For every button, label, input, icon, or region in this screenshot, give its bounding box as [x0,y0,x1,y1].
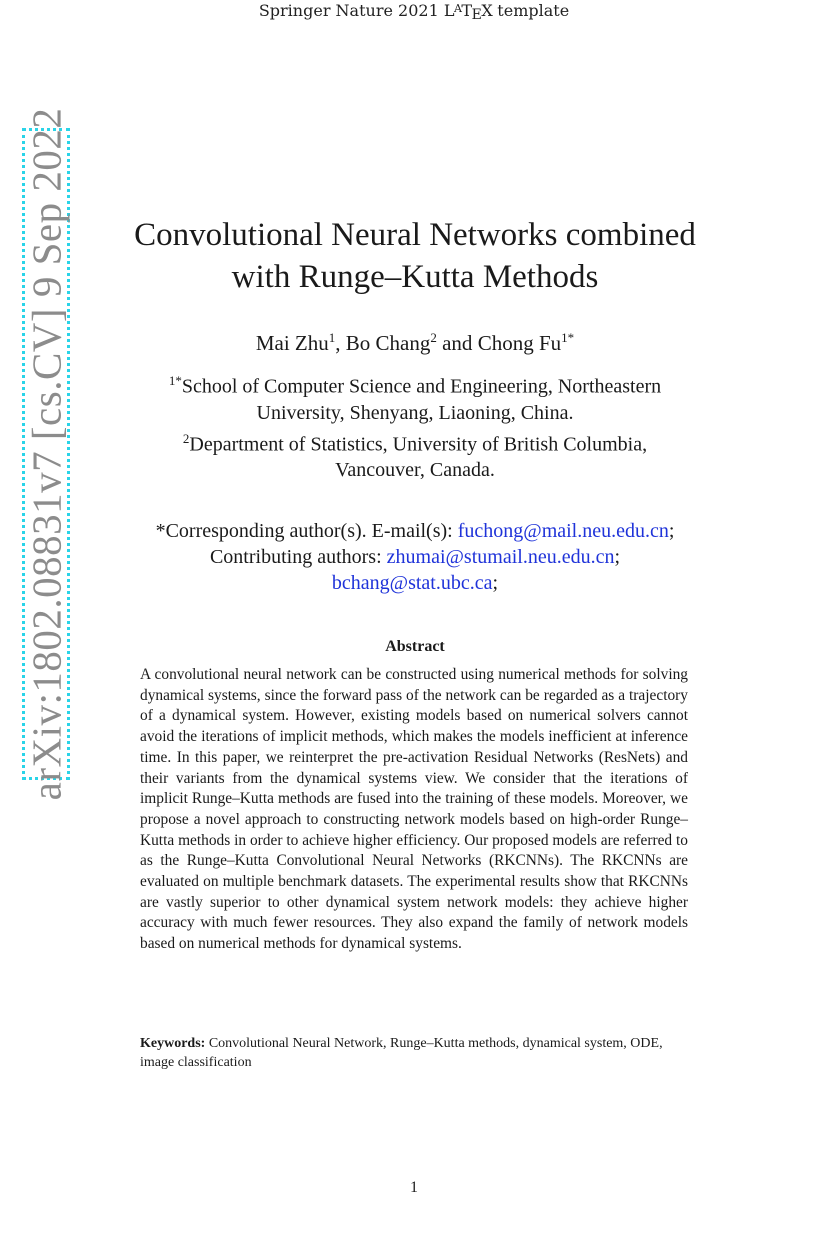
author-affil-mark: 1 [328,330,336,345]
author-name: Bo Chang [345,331,431,355]
affiliations [100,368,730,483]
title-line-1: Convolutional Neural Networks combined [134,217,696,253]
contributing-line: Contributing authors: zhumai@stumail.neu.edu.cn; [209,546,621,568]
author-name: Mai Zhu [255,331,329,355]
arxiv-identifier: arXiv:1802.08831v7 [cs.CV] 9 Sep 2022 [23,107,70,801]
corresponding-line: *Corresponding author(s). E-mail(s): fuchong@mail.neu.edu.cn; [155,520,675,542]
title-line-2: with Runge–Kutta Methods [231,259,599,295]
latex-logo: $L^AT_EX$ [443,1,493,23]
abstract-text: A convolutional neural network can be constructed using numerical methods for solving dynamical systems, since the forward pass of the network can be regarded as a trajectory of a dynamical system. However, existing models based on numerical solvers cannot avoid the iterations of implicit methods, which makes the models inefficient at inference time. In this paper, we reinterpret the pre-activation Residual Networks (ResNets) and their variants from the dynamical systems view. We consider that the iterations of implicit Runge–Kutta methods are fused into the training of these models. Moreover, we propose a novel approach to constructing network models based on high-order Runge–Kutta methods in order to achieve higher efficiency. Our proposed models are referred to as the Runge–Kutta Convolutional Neural Networks (RKCNNs). The RKCNNs are evaluated on multiple benchmark datasets. The experimental results show that RKCNNs are vastly superior to other dynamical system network models: they achieve higher accuracy with much fewer resources. They also expand the family of network models based on numerical methods for dynamical systems. [140,666,688,953]
header-suffix: template [492,1,570,20]
email-link[interactable]: zhumai@stumail.neu.edu.cn [386,546,615,568]
correspondence [100,518,730,596]
running-header [0,1,828,23]
affiliation-1-line-1: $^{1*}$School of Computer Science and Engineering, Northeastern [168,373,662,398]
author-affil-mark: 2 [430,330,437,345]
abstract-heading: Abstract [385,638,445,655]
author-list: Mai Zhu$^1$, Bo Chang$^2$ and Chong $Fu^{1*}$ [255,330,575,355]
author-affil-mark: 1* [561,330,575,345]
arxiv-stamp [22,107,70,801]
email-link[interactable]: fuchong@mail.neu.edu.cn [457,520,669,542]
paper-title [120,214,710,298]
author-name: Chong Fu [477,331,562,355]
affiliation-1-line-2: University, Shenyang, Liaoning, China. [256,401,574,424]
contributing-line-2: bchang@stat.ubc.ca; [331,572,499,594]
header-prefix: Springer Nature 2021 [258,1,444,20]
email-link[interactable]: bchang@stat.ubc.ca [331,572,493,594]
keywords-label: Keywords: [140,1036,206,1051]
page-number: 1 [410,1179,418,1196]
keywords [140,1034,688,1072]
affiliation-2-line-1: $^2$Department of Statistics, University of British Columbia, [182,430,648,456]
keywords-text: Convolutional Neural Network, Runge–Kutta methods, dynamical system, ODE, image classification [140,1036,663,1070]
affiliation-2-line-2: Vancouver, Canada. [335,459,495,482]
